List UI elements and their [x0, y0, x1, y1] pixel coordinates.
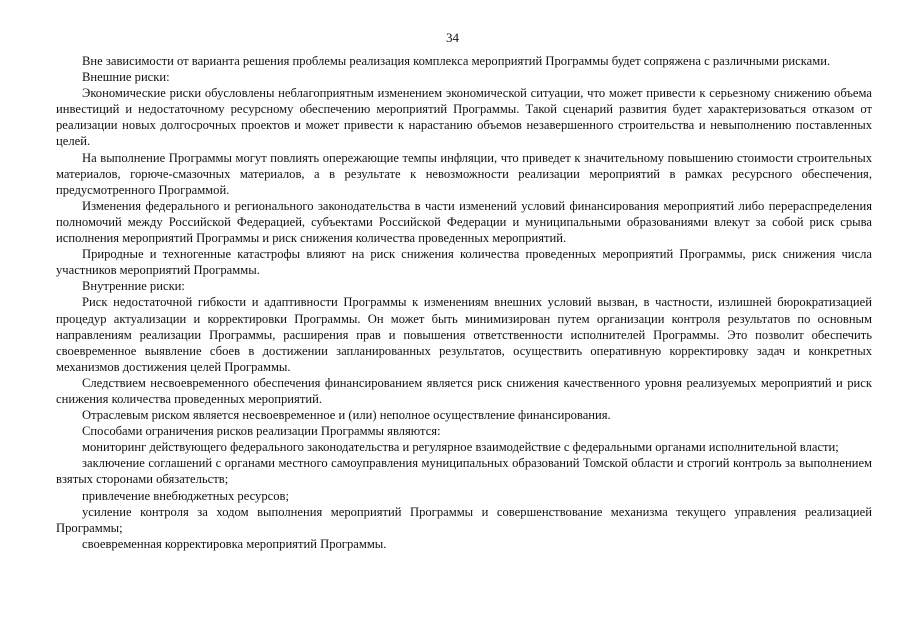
heading-external-risks: Внешние риски: [82, 70, 170, 85]
paragraph-legislation-risk: Изменения федерального и регионального законодательства в части изменений условий финансирования мероприятий либо перераспределения полномочий между Российской Федерацией, субъектами Российской Федерации и муниципальными образованиями влекут за собой риск срыва исполнения мероприятий Программы и риск снижения количества проведенных мероприятий. [56, 198, 872, 246]
paragraph-mitigation-intro: Способами ограничения рисков реализации Программы являются: [82, 424, 441, 439]
heading-internal-risks: Внутренние риски: [82, 279, 185, 294]
paragraph-inflation-risk: На выполнение Программы могут повлиять опережающие темпы инфляции, что приведет к значительному повышению стоимости строительных материалов, горюче-смазочных материалов, а в результате к невозможности реализации мероприятий в рамках ресурсного обеспечения, предусмотренного Программой. [56, 150, 872, 197]
paragraph-funding-delay-risk: Следствием несвоевременного обеспечения финансированием является риск снижения качественного уровня реализуемых мероприятий и риск снижения количества проведенных мероприятий. [56, 375, 872, 406]
document-body [56, 53, 872, 552]
paragraph-economic-risks: Экономические риски обусловлены неблагоприятным изменением экономической ситуации, что может привести к серьезному снижению объема инвестиций и недостаточному ресурсному обеспечению мероприятий Программы. Такой сценарий развития будет характеризоваться отказом от реализации новых долгосрочных проектов и может привести к нарастанию объемов незавершенного строительства и невыполнению поставленных целей. [56, 86, 872, 149]
paragraph-risks-intro: Вне зависимости от варианта решения проблемы реализация комплекса мероприятий Программы будет сопряжена с различными рисками. [82, 54, 831, 68]
list-item-monitoring: мониторинг действующего федерального законодательства и регулярное взаимодействие с федеральными органами исполнительной власти; [82, 440, 839, 455]
list-item-control: усиление контроля за ходом выполнения мероприятий Программы и совершенствование механизма текущего управления реализацией Программы; [56, 504, 872, 535]
paragraph-disaster-risk: Природные и техногенные катастрофы влияют на риск снижения количества проведенных мероприятий Программы, риск снижения числа участников мероприятий Программы. [56, 247, 872, 278]
page-number: 34 [446, 30, 459, 45]
paragraph-sector-risk: Отраслевым риском является несвоевременное и (или) неполное осуществление финансирования. [82, 408, 611, 423]
list-item-adjustment: своевременная корректировка мероприятий Программы. [82, 536, 387, 551]
paragraph-flexibility-risk: Риск недостаточной гибкости и адаптивности Программы к изменениям внешних условий вызван, в частности, излишней бюрократизацией процедур актуализации и корректировки Программы. Он может быть минимизирован путем организации контроля результатов по основным направлениям реализации Программы, расширения прав и повышения ответственности исполнителей Программы. Это позволит обеспечить своевременное выявление сбоев в достижении запланированных результатов, осуществить оперативную корректировку задач и конкретных механизмов достижения целей Программы. [56, 295, 872, 374]
list-item-agreements: заключение соглашений с органами местного самоуправления муниципальных образований Томской области и строгий контроль за выполнением взятых сторонами обязательств; [56, 456, 872, 487]
list-item-extrabudgetary: привлечение внебюджетных ресурсов; [82, 488, 289, 503]
